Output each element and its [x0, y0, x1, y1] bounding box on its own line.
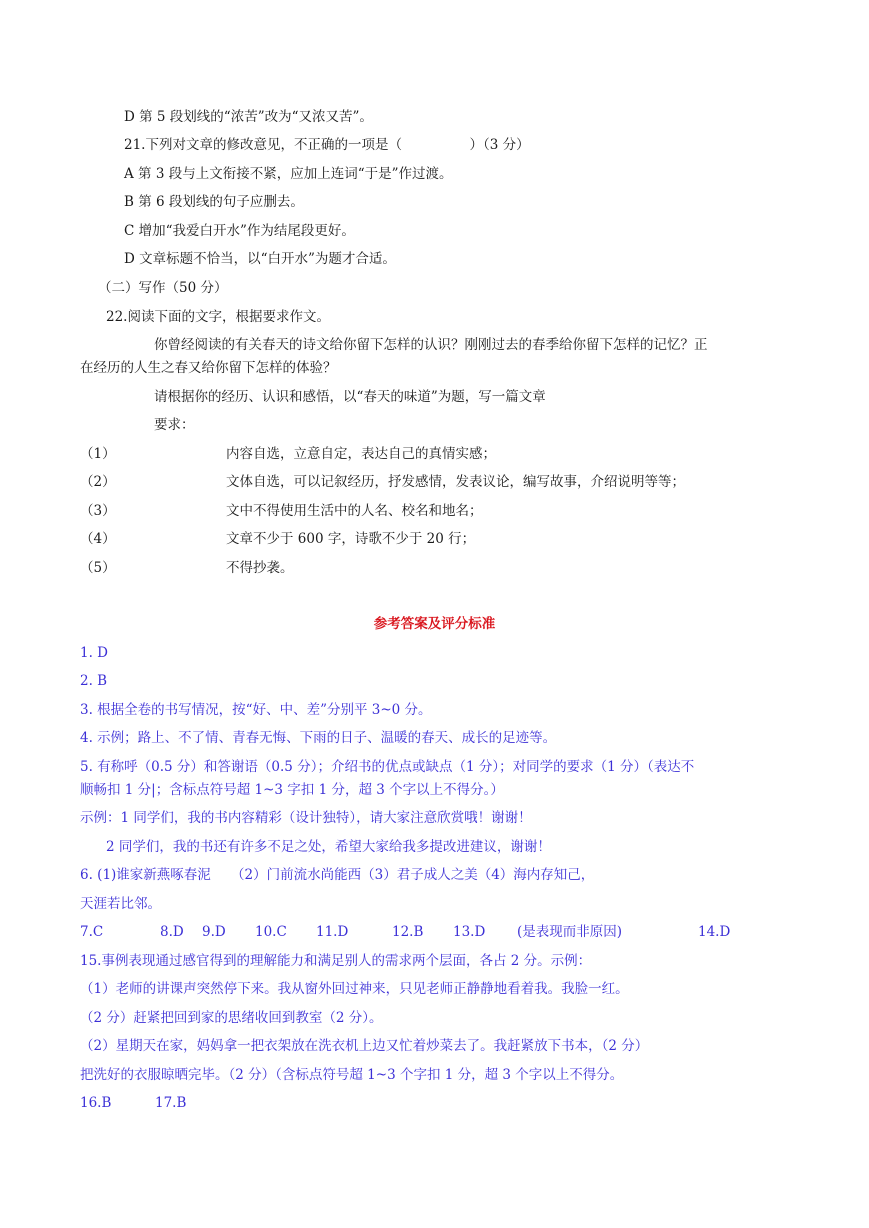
question-22: 22.阅读下面的文字，根据要求作文。: [106, 309, 330, 325]
question-21-option-c: C 增加“我爱白开水”作为结尾段更好。: [124, 223, 355, 239]
answer-15-stem: 15.事例表现通过感官得到的理解能力和满足别人的需求两个层面，各占 2 分。示例：: [80, 953, 592, 969]
requirement-text: 文章不少于 600 字，诗歌不少于 20 行；: [226, 531, 476, 547]
mc-answer: 8.D: [160, 924, 184, 940]
mc-answer: 12.B: [392, 924, 424, 940]
question-21-option-b: B 第 6 段划线的句子应删去。: [124, 194, 304, 210]
answer-17: 17.B: [155, 1095, 187, 1111]
answer-5-example-1: 示例：1 同学们，我的书内容精彩（设计独特），请大家注意欣赏哦！谢谢！: [80, 810, 532, 826]
answer-16: 16.B: [80, 1095, 112, 1111]
answer-2: 2. B: [80, 673, 108, 689]
answer-15-line-2: （2 分）赶紧把回到家的思绪收回到教室（2 分）。: [80, 1010, 383, 1026]
requirement-text: 内容自选，立意自定，表达自己的真情实感；: [226, 446, 496, 462]
answer-15-line-3: （2）星期天在家，妈妈拿一把衣架放在洗衣机上边又忙着炒菜去了。我赶紧放下书本，（2 分）: [80, 1038, 649, 1054]
answer-1: 1. D: [80, 645, 108, 661]
mc-answer: 13.D: [453, 924, 486, 940]
mc-answer: 11.D: [316, 924, 349, 940]
prompt-line-2: 在经历的人生之春又给你留下怎样的体验？: [80, 360, 337, 376]
prompt-line-1: 你曾经阅读的有关春天的诗文给你留下怎样的认识？刚刚过去的春季给你留下怎样的记忆？正: [154, 337, 708, 353]
answer-5-line-1: 5. 有称呼（0.5 分）和答谢语（0.5 分）；介绍书的优点或缺点（1 分）；对同学的要求（1 分）（表达不: [80, 759, 695, 775]
requirement-number: （5）: [80, 560, 116, 576]
answer-6-line-2: 天涯若比邻。: [80, 896, 161, 912]
question-20-option-d: D 第 5 段划线的“浓苦”改为“又浓又苦”。: [124, 109, 373, 125]
requirement-text: 不得抄袭。: [226, 560, 294, 576]
answer-5-example-2: 2 同学们，我的书还有许多不足之处，希望大家给我多提改进建议，谢谢！: [106, 839, 551, 855]
writing-heading: （二）写作（50 分）: [98, 280, 228, 296]
answer-15-line-1: （1）老师的讲课声突然停下来。我从窗外回过神来，只见老师正静静地看着我。我脸一红。: [80, 981, 629, 997]
answer-6-line-1: 6. (1)谁家新燕啄春泥 （2）门前流水尚能西（3）君子成人之美（4）海内存知己，: [80, 867, 595, 883]
answer-5-line-2: 顺畅扣 1 分|；含标点符号超 1~3 字扣 1 分，超 3 个字以上不得分。）: [80, 782, 504, 798]
answer-4: 4. 示例；路上、不了情、青春无悔、下雨的日子、温暖的春天、成长的足迹等。: [80, 730, 557, 746]
requirement-number: （1）: [80, 446, 116, 462]
requirement-number: （4）: [80, 531, 116, 547]
instruction: 请根据你的经历、认识和感悟，以“春天的味道”为题，写一篇文章: [154, 389, 546, 405]
requirement-text: 文体自选，可以记叙经历，抒发感情，发表议论，编写故事，介绍说明等等；: [226, 474, 685, 490]
question-21-option-a: A 第 3 段与上文衔接不紧，应加上连词“于是”作过渡。: [124, 166, 453, 182]
mc-answer: 9.D: [202, 924, 226, 940]
requirement-text: 文中不得使用生活中的人名、校名和地名；: [226, 503, 483, 519]
answer-key-title: 参考答案及评分标准: [373, 616, 496, 632]
requirement-number: （2）: [80, 474, 116, 490]
requirements-label: 要求：: [154, 417, 195, 433]
answer-15-line-4: 把洗好的衣服晾晒完毕。（2 分）（含标点符号超 1~3 个字扣 1 分，超 3 个字以上不得分。: [80, 1067, 624, 1083]
requirement-number: （3）: [80, 503, 116, 519]
question-21-option-d: D 文章标题不恰当，以“白开水”为题才合适。: [124, 251, 396, 267]
mc-answer: 14.D: [698, 924, 731, 940]
mc-answer: 7.C: [80, 924, 104, 940]
mc-answer-note: (是表现而非原因): [517, 924, 623, 940]
answer-3: 3. 根据全卷的书写情况，按“好、中、差”分别平 3~0 分。: [80, 702, 432, 718]
mc-answer: 10.C: [255, 924, 287, 940]
question-21-stem: 21.下列对文章的修改意见，不正确的一项是（ ）（3 分）: [124, 137, 530, 153]
